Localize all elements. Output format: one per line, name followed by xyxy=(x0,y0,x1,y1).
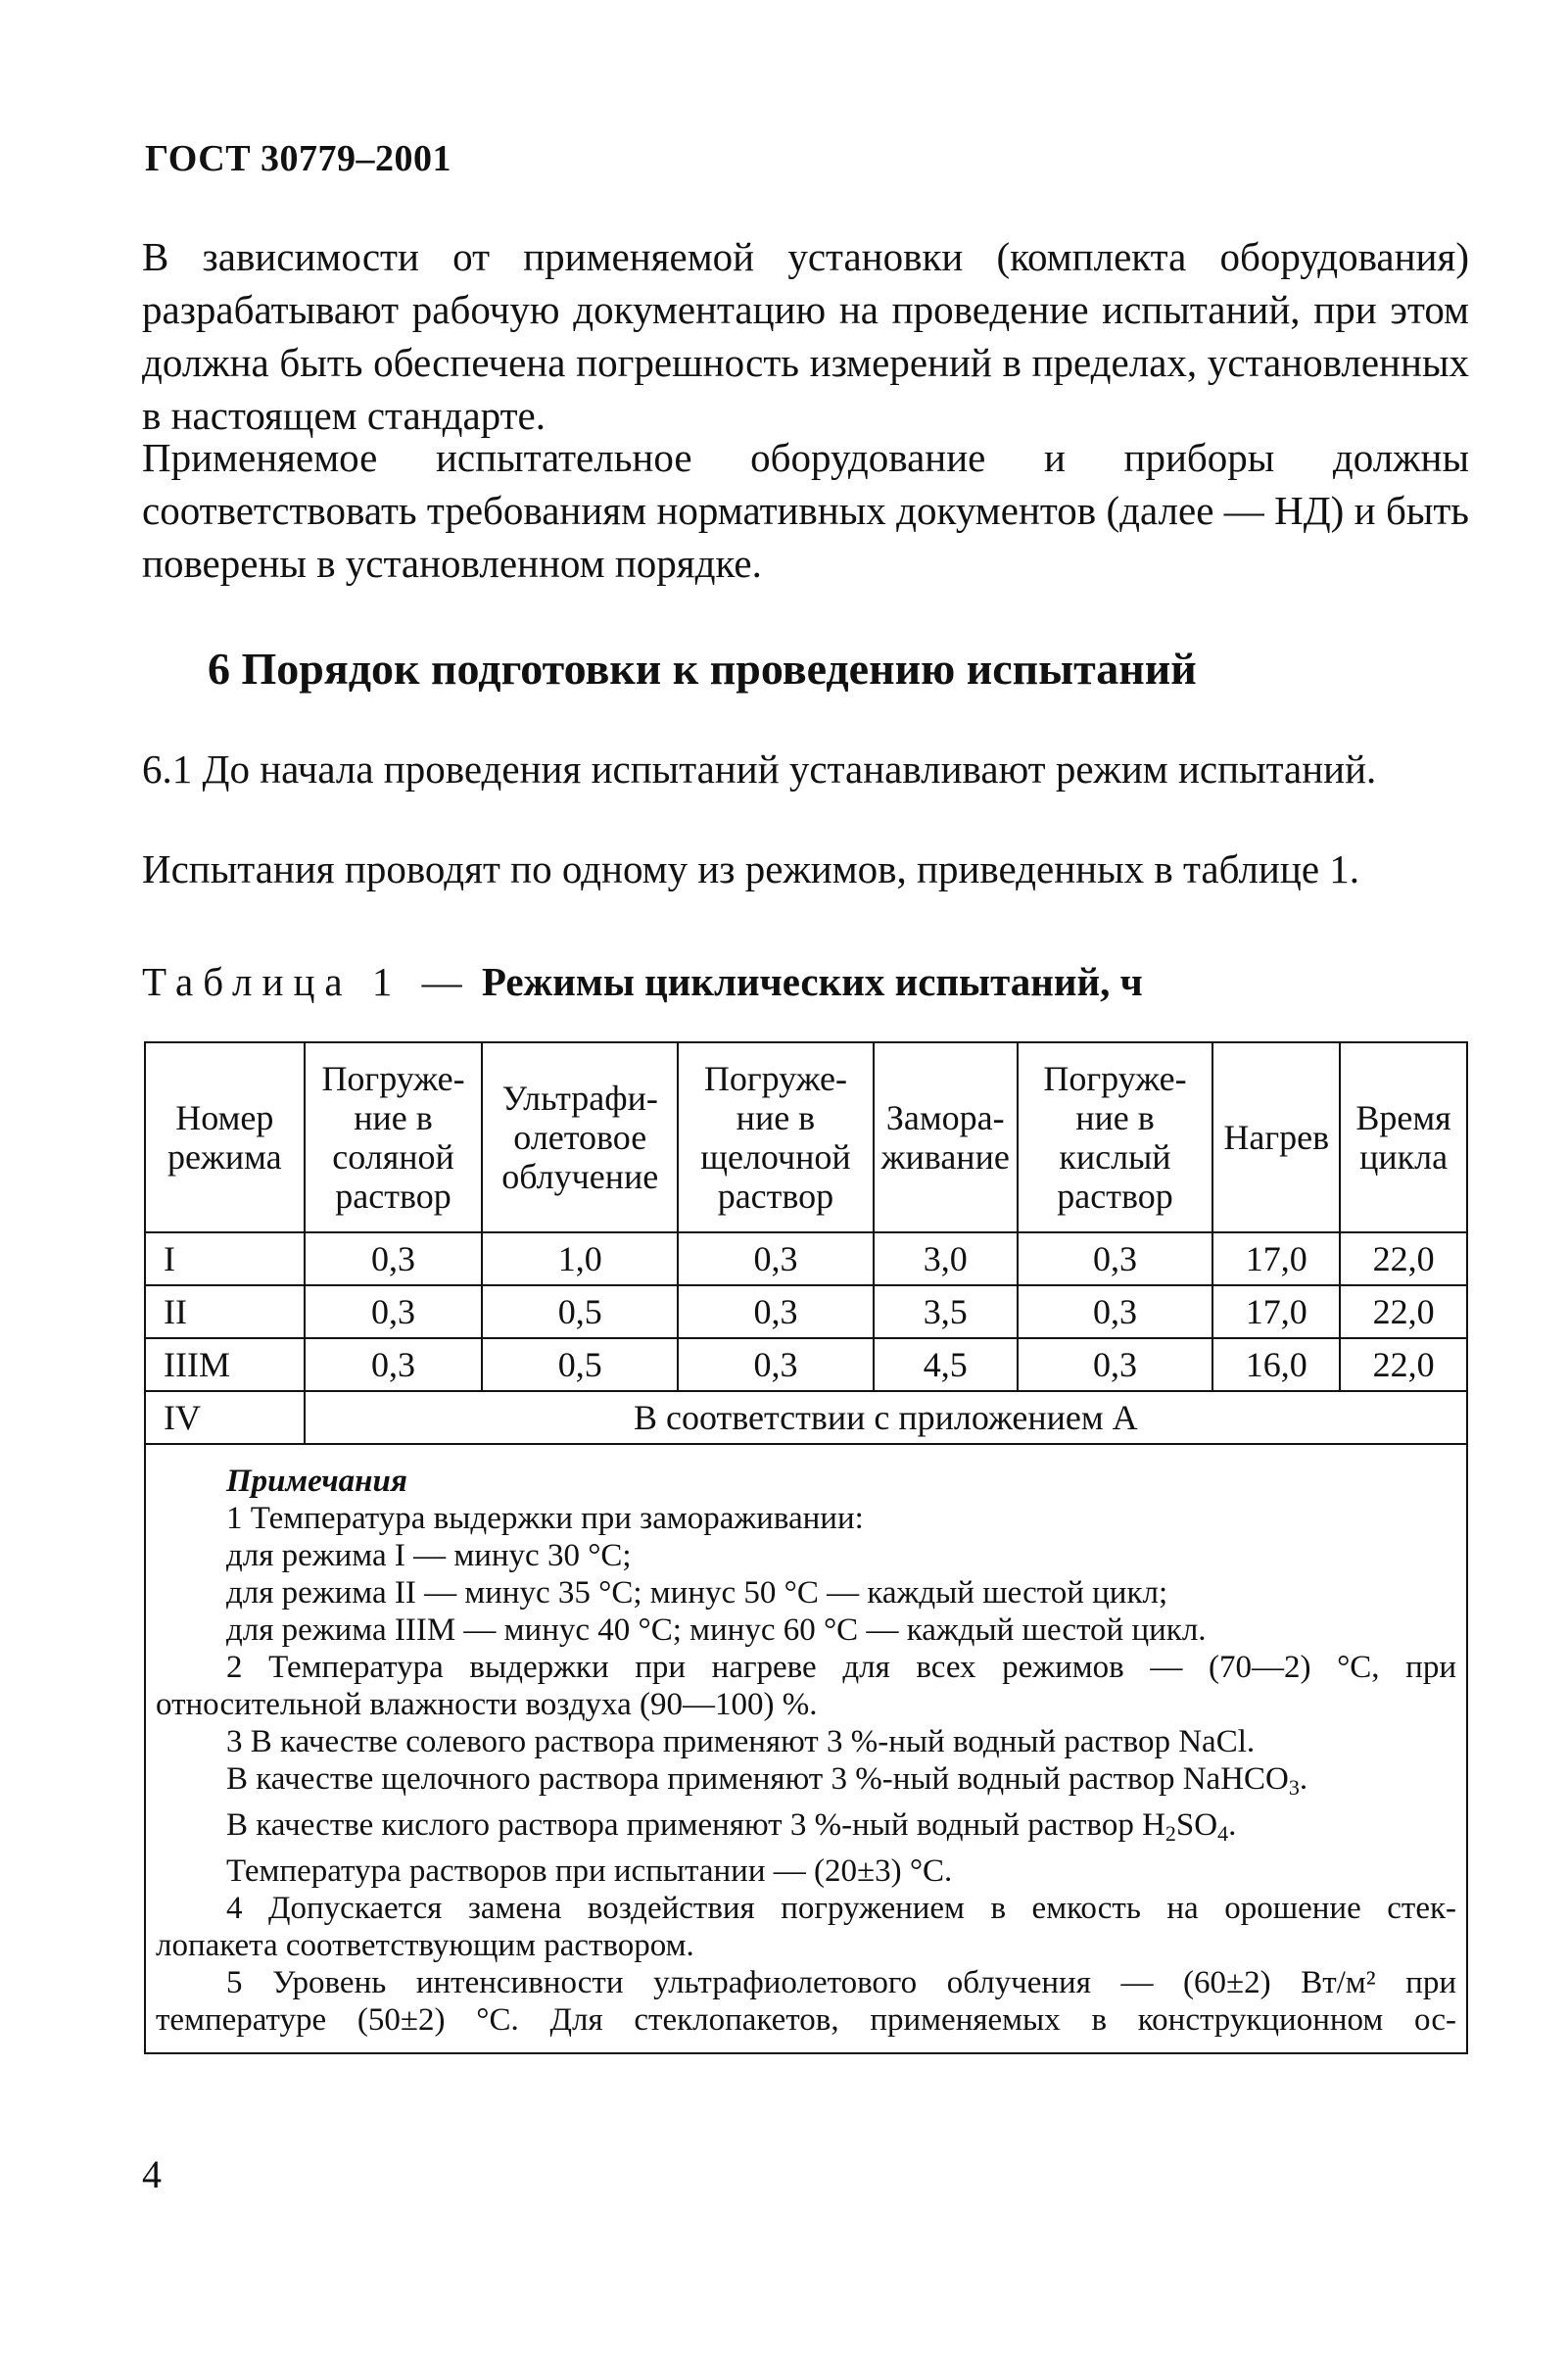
subscript: 4 xyxy=(1217,1821,1229,1846)
note-line: 5 Уровень интенсивности ультрафиолетового облучения — (60±2) Вт/м² при xyxy=(226,1965,1456,2000)
cell-freezing: 4,5 xyxy=(874,1338,1018,1391)
note-line xyxy=(156,1760,1456,1806)
note-line: 1 Температура выдержки при замораживании: xyxy=(226,1501,864,1536)
paragraph-6-1: 6.1 До начала проведения испытаний устанавливают режим испытаний. xyxy=(142,746,1377,792)
note-line: для режима II — минус 35 °С; минус 50 °С — каждый шестой цикл; xyxy=(226,1575,1168,1611)
cell-heating: 17,0 xyxy=(1212,1285,1340,1338)
note-line: 4 Допускается замена воздействия погружением в емкость на орошение стек- xyxy=(226,1891,1456,1926)
note-line: 2 Температура выдержки при нагреве для всех режимов — (70—2) °С, при xyxy=(226,1650,1456,1685)
document-code: ГОСТ 30779–2001 xyxy=(145,138,452,179)
paragraph-test-modes: Испытания проводят по одному из режимов, приведенных в таблице 1. xyxy=(142,846,1360,891)
table-header-row xyxy=(145,1042,1467,1232)
note-line: для режима I — минус 30 °С; xyxy=(226,1538,632,1573)
header-heating: Нагрев xyxy=(1212,1042,1340,1232)
header-mode-number: Номер режима xyxy=(145,1042,305,1232)
cell-mode: II xyxy=(145,1285,305,1338)
note-text: SO xyxy=(1175,1807,1218,1843)
cell-mode: IIIM xyxy=(145,1338,305,1391)
modes-table xyxy=(144,1041,1468,2054)
header-acid-immersion: Погруже- ние в кислый раствор xyxy=(1018,1042,1213,1232)
subscript: 3 xyxy=(1288,1775,1300,1800)
note-line: для режима IIIM — минус 40 °С; минус 60 °С — каждый шестой цикл. xyxy=(226,1612,1207,1648)
table-row xyxy=(145,1285,1467,1338)
subscript: 2 xyxy=(1164,1821,1176,1846)
cell-alkaline: 0,3 xyxy=(678,1338,874,1391)
cell-salt: 0,3 xyxy=(305,1232,483,1285)
note-line: Температура растворов при испытании — (20±3) °С. xyxy=(226,1853,953,1889)
table-row xyxy=(145,1232,1467,1285)
note-text: В качестве кислого раствора применяют 3 %-ный водный раствор H xyxy=(226,1807,1165,1843)
table-caption xyxy=(142,958,1143,1005)
cell-salt: 0,3 xyxy=(305,1285,483,1338)
cell-acid: 0,3 xyxy=(1018,1285,1213,1338)
note-text: В качестве щелочного раствора применяют 3 %-ный водный раствор NaHCO xyxy=(226,1761,1289,1797)
header-alkaline-immersion: Погруже- ние в щелочной раствор xyxy=(678,1042,874,1232)
section-heading: 6 Порядок подготовки к проведению испытаний xyxy=(208,644,1197,694)
table-caption-prefix: Таблица 1 — xyxy=(142,959,472,1004)
cell-freezing: 3,5 xyxy=(874,1285,1018,1338)
paragraph-equipment-docs: В зависимости от применяемой установки (комплекта оборудования) разрабатывают рабочую документацию на проведение испытаний, при этом должна быть обеспечена погрешность измерений в пределах, установленных в настоящем стандарте. xyxy=(142,234,1469,438)
note-text: . xyxy=(1299,1761,1308,1797)
cell-freezing: 3,0 xyxy=(874,1232,1018,1285)
cell-appendix-reference: В соответствии с приложением А xyxy=(305,1391,1467,1444)
cell-alkaline: 0,3 xyxy=(678,1285,874,1338)
table-notes xyxy=(145,1444,1467,2053)
header-freezing: Замора- живание xyxy=(874,1042,1018,1232)
cell-acid: 0,3 xyxy=(1018,1232,1213,1285)
note-line: 3 В качестве солевого раствора применяют 3 %-ный водный раствор NaCl. xyxy=(226,1724,1256,1759)
paragraph-equipment-requirements: Применяемое испытательное оборудование и приборы должны соответствовать требованиям нормативных документов (далее — НД) и быть поверены в установленном порядке. xyxy=(142,435,1469,586)
cell-alkaline: 0,3 xyxy=(678,1232,874,1285)
cell-acid: 0,3 xyxy=(1018,1338,1213,1391)
cell-mode: I xyxy=(145,1232,305,1285)
table-notes-row xyxy=(145,1444,1467,2053)
cell-cycle: 22,0 xyxy=(1340,1285,1467,1338)
table-row xyxy=(145,1391,1467,1444)
table-row xyxy=(145,1338,1467,1391)
header-salt-immersion: Погруже- ние в соляной раствор xyxy=(305,1042,483,1232)
table-caption-title: Режимы циклических испытаний, ч xyxy=(481,959,1143,1004)
cell-uv: 1,0 xyxy=(482,1232,678,1285)
cell-uv: 0,5 xyxy=(482,1285,678,1338)
cell-mode: IV xyxy=(145,1391,305,1444)
note-line: температуре (50±2) °С. Для стеклопакетов, применяемых в конструкционном ос- xyxy=(156,2002,1456,2038)
cell-uv: 0,5 xyxy=(482,1338,678,1391)
cell-cycle: 22,0 xyxy=(1340,1338,1467,1391)
note-line: относительной влажности воздуха (90—100) %. xyxy=(156,1687,818,1722)
header-uv-exposure: Ультрафи- олетовое облучение xyxy=(482,1042,678,1232)
note-text: . xyxy=(1228,1807,1237,1843)
cell-cycle: 22,0 xyxy=(1340,1232,1467,1285)
notes-title: Примечания xyxy=(226,1464,407,1499)
note-line: лопакета соответствующим раствором. xyxy=(156,1928,694,1963)
page-number: 4 xyxy=(142,2152,162,2196)
cell-heating: 16,0 xyxy=(1212,1338,1340,1391)
cell-heating: 17,0 xyxy=(1212,1232,1340,1285)
cell-salt: 0,3 xyxy=(305,1338,483,1391)
note-line xyxy=(156,1806,1456,1852)
header-cycle-time: Время цикла xyxy=(1340,1042,1467,1232)
